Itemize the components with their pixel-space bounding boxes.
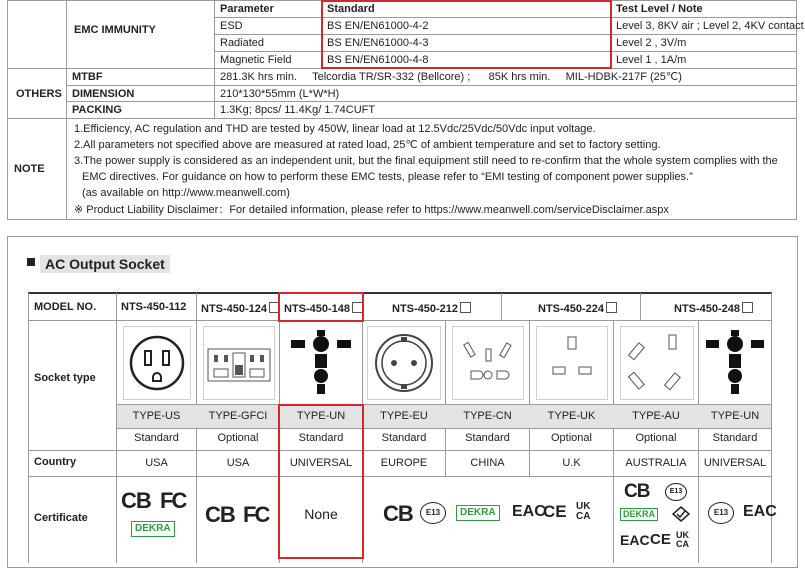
- emc-row-parameter: ESD: [220, 20, 243, 32]
- certificate-row-label: Certificate: [34, 512, 88, 524]
- dekra-mark-icon: DEKRA: [620, 508, 658, 521]
- dekra-mark-icon: DEKRA: [456, 505, 500, 521]
- socket-universal-icon: [704, 326, 766, 398]
- ac-socket-title: AC Output Socket: [40, 255, 170, 273]
- model-number: NTS-450-248: [674, 303, 741, 315]
- emc-section-label: EMC IMMUNITY: [74, 24, 156, 36]
- emc-header-standard: Standard: [327, 3, 375, 15]
- socket-us-icon: [123, 326, 191, 400]
- socket-type-label: TYPE-CN: [463, 410, 512, 422]
- eac-mark-icon: EAC: [743, 503, 777, 520]
- note-line: (as available on http://www.meanwell.com): [82, 187, 290, 199]
- socket-type-label: TYPE-GFCI: [208, 410, 268, 422]
- section-bullet-icon: [27, 258, 35, 266]
- socket-au-icon: [620, 326, 694, 400]
- note-label: NOTE: [14, 163, 45, 175]
- country-value: UNIVERSAL: [703, 457, 767, 469]
- dimension-value: 210*130*55mm (L*W*H): [220, 88, 340, 100]
- country-value: CHINA: [470, 457, 505, 469]
- note-line: EMC directives. For guidance on how to perform these EMC tests, please refer to “EMI testing of component power supplies.”: [82, 171, 693, 183]
- availability-label: Standard: [381, 432, 427, 444]
- model-highlight-box: [278, 292, 364, 322]
- e13-mark-icon: E13: [665, 483, 687, 501]
- country-value: USA: [145, 457, 168, 469]
- model-number: NTS-450-112: [121, 301, 187, 313]
- socket-type-label: TYPE-AU: [632, 410, 680, 422]
- socket-uk-icon: [536, 326, 608, 400]
- packing-value: 1.3Kg; 8pcs/ 11.4Kg/ 1.74CUFT: [220, 104, 376, 116]
- emc-header-level: Test Level / Note: [616, 3, 703, 15]
- socket-type-label: TYPE-UK: [547, 410, 596, 422]
- ukca-mark-icon: UK CA: [676, 530, 689, 549]
- e13-mark-icon: E13: [708, 502, 734, 524]
- socket-gfci-icon: [203, 326, 275, 400]
- availability-label: Standard: [298, 432, 344, 444]
- emc-row-level: Level 3, 8KV air ; Level 2, 4KV contact: [616, 20, 804, 32]
- checkbox-icon[interactable]: [606, 302, 617, 313]
- emc-row-standard: BS EN/EN61000-4-2: [327, 20, 429, 32]
- country-value: EUROPE: [380, 457, 428, 469]
- e13-mark-icon: E13: [420, 502, 446, 524]
- socket-eu-icon: [367, 326, 441, 400]
- emc-row-standard: BS EN/EN61000-4-8: [327, 54, 429, 66]
- country-row-label: Country: [34, 456, 77, 468]
- socket-type-label: TYPE-EU: [380, 410, 428, 422]
- socket-type-label: TYPE-UN: [710, 410, 760, 422]
- availability-label: Standard: [712, 432, 758, 444]
- cb-mark-icon: CB: [624, 481, 650, 502]
- others-label: OTHERS: [16, 88, 62, 100]
- ce-mark-icon: CE: [543, 502, 567, 521]
- emc-row-level: Level 1 , 1A/m: [616, 54, 687, 66]
- cb-mark-icon: CB: [383, 501, 413, 526]
- country-value: USA: [226, 457, 250, 469]
- availability-label: Standard: [134, 432, 179, 444]
- checkbox-icon[interactable]: [742, 302, 753, 313]
- note-line: 1.Efficiency, AC regulation and THD are tested by 450W, linear load at 12.5Vdc/25Vdc/50Vdc input voltage.: [74, 123, 596, 135]
- model-number: NTS-450-148: [284, 303, 351, 315]
- socket-type-label: TYPE-US: [132, 410, 181, 422]
- country-value: U.K: [562, 457, 581, 469]
- fcc-mark-icon: FC: [160, 488, 186, 513]
- model-row-label: MODEL NO.: [34, 301, 97, 313]
- country-value: AUSTRALIA: [625, 457, 687, 469]
- mtbf-value: 281.3K hrs min. Telcordia TR/SR-332 (Bellcore) ; 85K hrs min. MIL-HDBK-217F (25℃): [220, 71, 682, 83]
- ce-mark-icon: CE: [650, 531, 671, 548]
- socket-universal-icon: [285, 326, 357, 398]
- socket-cn-icon: [452, 326, 524, 400]
- disclaimer-line: ※ Product Liability Disclaimer：For detailed information, please refer to https://www.meanwell.com/serviceDisclaimer.aspx: [74, 204, 669, 216]
- socket-type-label: TYPE-UN: [296, 410, 346, 422]
- model-number: NTS-450-224: [538, 303, 605, 315]
- cb-mark-icon: CB: [121, 488, 151, 513]
- rcm-mark-icon: [672, 506, 690, 522]
- certificate-none: None: [304, 506, 338, 522]
- note-line: 3.The power supply is considered as an independent unit, but the final equipment still need to re-confirm that the whole system complies with the: [74, 155, 778, 167]
- availability-label: Optional: [635, 432, 677, 444]
- availability-label: Optional: [551, 432, 592, 444]
- note-line: 2.All parameters not specified above are measured at rated load, 25℃ of ambient temperature and set to factory setting.: [74, 139, 661, 151]
- eac-mark-icon: EAC: [620, 532, 650, 548]
- ukca-mark-icon: UK CA: [576, 501, 591, 522]
- dimension-label: DIMENSION: [72, 88, 135, 100]
- emc-header-parameter: Parameter: [220, 3, 274, 15]
- packing-label: PACKING: [72, 104, 122, 116]
- emc-row-standard: BS EN/EN61000-4-3: [327, 37, 429, 49]
- standard-highlight-box: [321, 0, 612, 69]
- emc-row-level: Level 2 , 3V/m: [616, 37, 687, 49]
- mtbf-label: MTBF: [72, 71, 103, 83]
- type-un-highlight-box: [278, 404, 364, 559]
- emc-row-parameter: Magnetic Field: [220, 54, 292, 66]
- eac-mark-icon: EAC: [512, 503, 546, 520]
- availability-label: Standard: [465, 432, 510, 444]
- cb-mark-icon: CB: [205, 502, 235, 527]
- checkbox-icon[interactable]: [460, 302, 471, 313]
- socket-row-label: Socket type: [34, 372, 96, 384]
- dekra-mark-icon: DEKRA: [131, 521, 175, 537]
- model-number: NTS-450-124: [201, 303, 268, 315]
- country-value: UNIVERSAL: [289, 457, 353, 469]
- fcc-mark-icon: FC: [243, 502, 269, 527]
- model-number: NTS-450-212: [392, 303, 459, 315]
- availability-label: Optional: [217, 432, 259, 444]
- emc-row-parameter: Radiated: [220, 37, 265, 49]
